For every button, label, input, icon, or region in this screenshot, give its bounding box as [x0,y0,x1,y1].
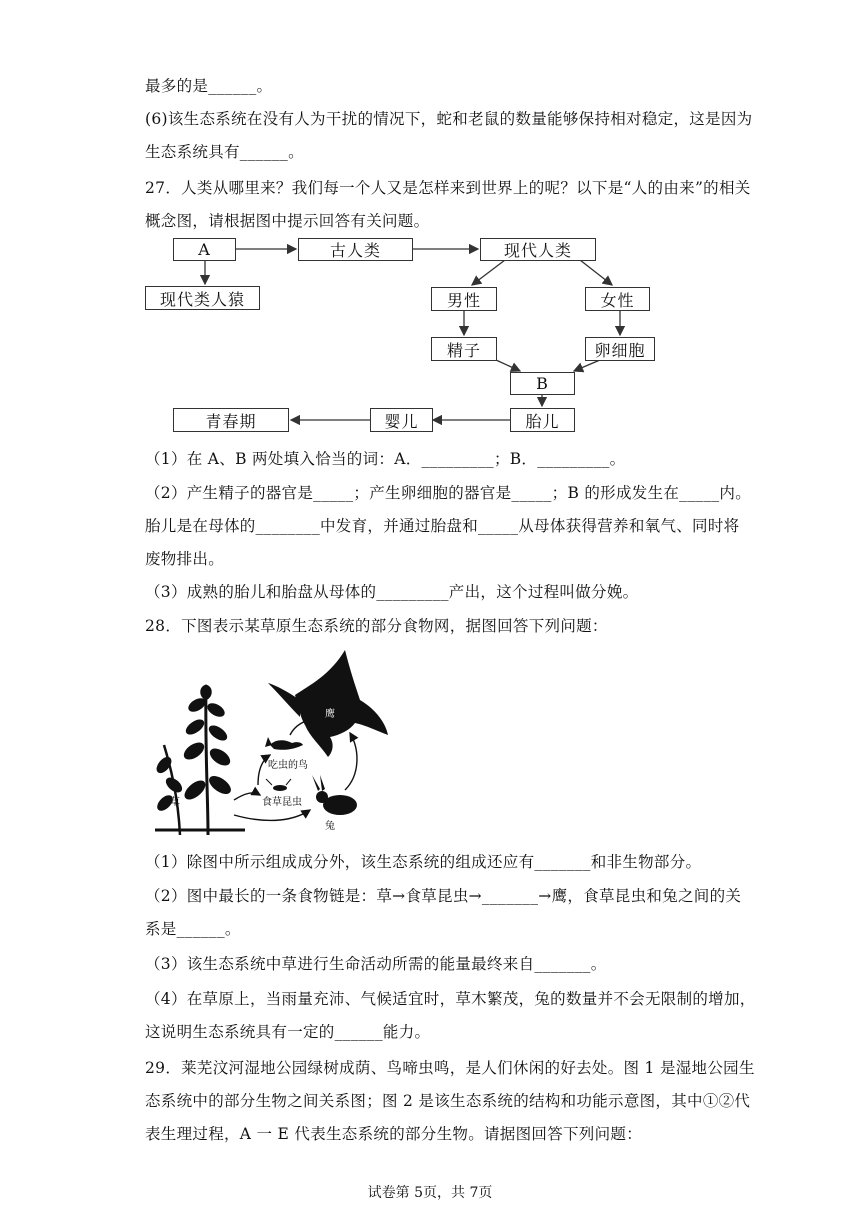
q28-part-2-cont: 系是______。 [145,920,241,938]
concept-box-ancient-human: 古人类 [298,238,413,261]
text-line-3: 生态系统具有______。 [145,143,304,161]
q27-part-1: （1）在 A、B 两处填入恰当的词：A．_________；B．_________。 [145,450,626,468]
concept-box-male: 男性 [431,287,497,311]
question-29-title: 29．莱芜汶河湿地公园绿树成荫、鸟啼虫鸣，是人们休闲的好去处。图 1 是湿地公园生 [145,1059,755,1077]
q28-part-4: （4）在草原上，当雨量充沛、气候适宜时，草木繁茂，兔的数量并不会无限制的增加， [145,990,756,1008]
label-bird: 吃虫的鸟 [268,760,308,771]
q28-part-3: （3）该生态系统中草进行生命活动所需的能量最终来自_______。 [145,955,607,973]
food-web-diagram [150,645,390,835]
question-29-title-cont: 态系统中的部分生物之间关系图；图 2 是该生态系统的结构和功能示意图，其中①②代 [145,1092,751,1110]
concept-box-female: 女性 [585,287,650,311]
q27-part-2-cont: 胎儿是在母体的________中发育，并通过胎盘和_____从母体获得营养和氧气、同时将 [145,517,740,535]
q28-part-1: （1）除图中所示组成成分外，该生态系统的组成还应有_______和非生物部分。 [145,853,702,871]
concept-box-sperm: 精子 [431,337,497,361]
label-rabbit: 兔 [325,821,335,832]
concept-box-egg: 卵细胞 [585,337,655,361]
q27-part-2: （2）产生精子的器官是_____；产生卵细胞的器官是_____；B 的形成发生在_____内。 [145,484,752,502]
q28-part-4-cont: 这说明生态系统具有一定的______能力。 [145,1023,431,1041]
label-hawk: 鹰 [325,709,335,720]
arrow-grass-to-insect [234,793,260,800]
q27-part-2-end: 废物排出。 [145,550,225,568]
question-27-title-cont: 概念图，请根据图中提示回答有关问题。 [145,212,430,230]
concept-box-modern-human: 现代人类 [480,238,596,261]
concept-box-a: A [173,238,236,261]
insect-icon [266,779,291,791]
q28-part-2: （2）图中最长的一条食物链是：草→食草昆虫→_______→鹰，食草昆虫和兔之间的关 [145,887,742,905]
page-footer: 试卷第 5页，共 7页 [367,1185,493,1201]
bird-icon [265,737,303,750]
rabbit-icon [312,775,357,815]
arrow-grass-to-rabbit [234,810,310,820]
q27-part-3: （3）成熟的胎儿和胎盘从母体的_________产出，这个过程叫做分娩。 [145,583,639,601]
concept-box-infant: 婴儿 [370,408,433,432]
text-line-1: 最多的是______。 [145,77,273,95]
question-28-title: 28．下图表示某草原生态系统的部分食物网，据图回答下列问题： [145,617,608,635]
concept-box-b: B [510,372,575,395]
concept-box-ape: 现代类人猿 [145,286,260,310]
label-insect: 食草昆虫 [262,797,302,808]
text-line-2: (6)该生态系统在没有人为干扰的情况下，蛇和老鼠的数量能够保持相对稳定，这是因为 [145,110,753,128]
concept-box-fetus: 胎儿 [510,408,575,432]
question-27-title: 27．人类从哪里来？我们每一个人又是怎样来到世界上的呢？以下是“人的由来”的相关 [145,179,751,197]
concept-map-arrows [0,0,860,440]
concept-box-puberty: 青春期 [173,408,289,432]
question-29-title-end: 表生理过程，A 一 E 代表生态系统的部分生物。请据图回答下列问题： [145,1125,642,1143]
arrow-rabbit-to-hawk [345,733,357,790]
label-grass: 草 [170,797,180,808]
grass-plant-icon [154,685,245,835]
